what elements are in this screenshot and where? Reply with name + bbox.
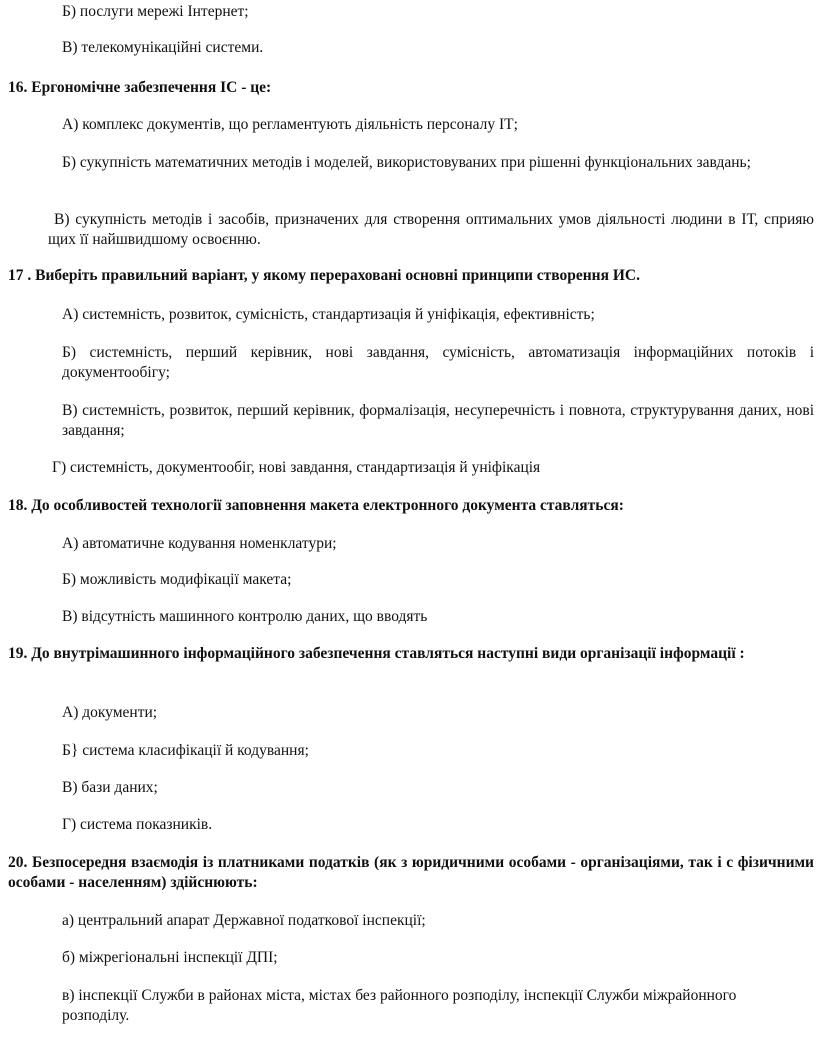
q17-option-b: Б) системність, перший керівник, нові завдання, сумісність, автоматизація інформаційних потоків і документообігу; bbox=[62, 344, 814, 381]
q19-option-c: В) бази даних; bbox=[62, 779, 158, 796]
q16-option-a: А) комплекс документів, що регламентують діяльність персоналу ІТ; bbox=[62, 116, 518, 133]
q16-option-b: Б) сукупність математичних методів і моделей, використовуваних при рішенні функціональних завдань; bbox=[62, 154, 751, 171]
question-19-title: 19. До внутрімашинного інформаційного забезпечення ставляться наступні види організації інформації : bbox=[8, 645, 745, 662]
q18-option-a: А) автоматичне кодування номенклатури; bbox=[62, 535, 337, 552]
q18-option-c: В) відсутність машинного контролю даних, що вводять bbox=[62, 608, 428, 625]
q17-option-a: А) системність, розвиток, сумісність, стандартизація й уніфікація, ефективність; bbox=[62, 306, 595, 323]
q20-option-b: б) міжрегіональні інспекції ДПІ; bbox=[62, 949, 278, 966]
q17-option-c: В) системність, розвиток, перший керівник, формалізація, несуперечність і повнота, структурування даних, нові завдання; bbox=[62, 402, 814, 439]
q20-option-c: в) інспекції Служби в районах міста, містах без районного розподілу, інспекції Служби міжрайонного розподілу. bbox=[62, 987, 737, 1024]
q19-option-a: А) документи; bbox=[62, 704, 158, 721]
q19-option-b: Б} система класифікації й кодування; bbox=[62, 742, 309, 759]
q20-option-a: а) центральний апарат Державної податкової інспекції; bbox=[62, 912, 426, 929]
option-b: Б) послуги мережі Інтернет; bbox=[62, 3, 249, 20]
question-17-title: 17 . Виберіть правильний варіант, у якому перераховані основні принципи створення ИС. bbox=[8, 267, 641, 284]
q18-option-b: Б) можливість модифікації макета; bbox=[62, 571, 292, 588]
q19-option-d: Г) система показників. bbox=[62, 816, 213, 833]
q17-option-d: Г) системність, документообіг, нові завдання, стандартизація й уніфікація bbox=[52, 459, 541, 476]
q16-option-c: В) сукупність методів і засобів, призначених для створення оптимальних умов діяльності людини в ІТ, сприяю щих її найшвидшому освоєнню. bbox=[48, 211, 814, 248]
question-16-title: 16. Ергономічне забезпечення ІС - це: bbox=[8, 79, 272, 96]
question-20-title: 20. Безпосередня взаємодія із платниками податків (як з юридичними особами - організаціями, так і с фізичними особами - населенням) здійснюють: bbox=[8, 854, 814, 891]
option-c: В) телекомунікаційні системи. bbox=[62, 39, 264, 56]
question-18-title: 18. До особливостей технології заповнення макета електронного документа ставляться: bbox=[8, 497, 624, 514]
